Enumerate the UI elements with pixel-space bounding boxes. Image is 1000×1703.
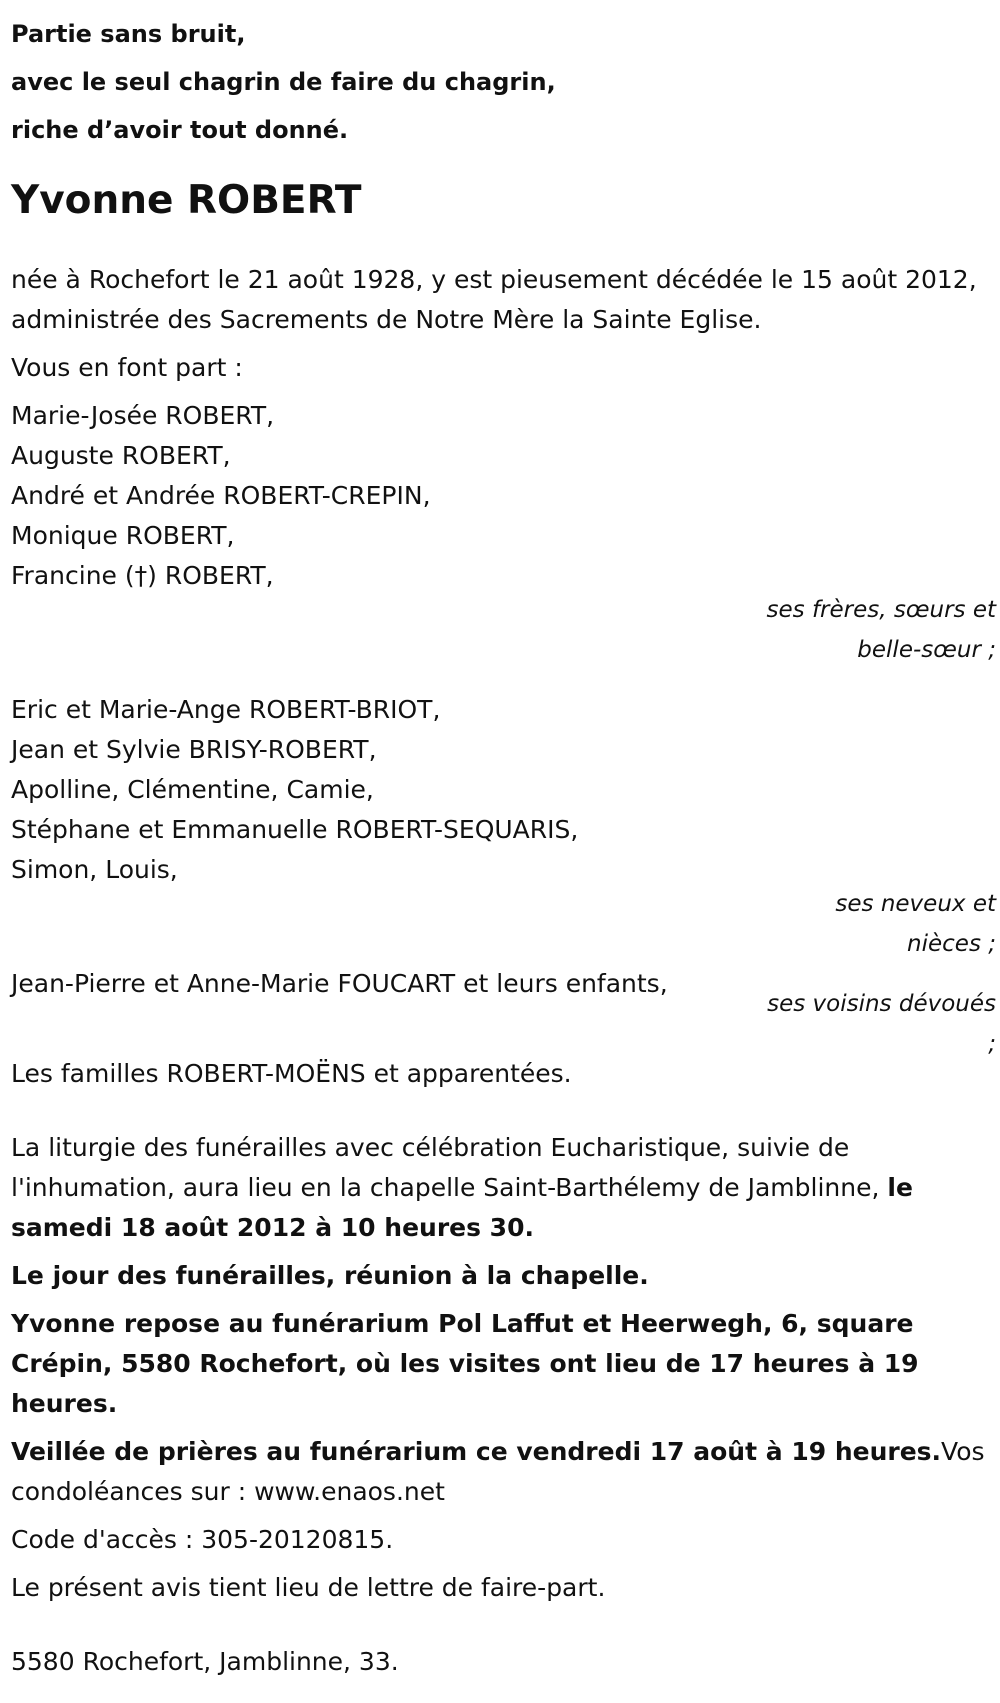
list-item: Monique ROBERT, [11, 521, 235, 550]
liturgy-text: La liturgie des funérailles avec célébration Eucharistique, suivie de l'inhumation, aura lieu en la chapelle Saint-Barthélemy de Jamblinne, [11, 1133, 880, 1202]
nephews-relation [11, 884, 996, 964]
neighbors-relation [736, 984, 996, 1064]
relation-line: ses voisins dévoués [767, 991, 996, 1017]
relation-line: ses frères, sœurs et [766, 597, 996, 623]
vigil-paragraph [11, 1432, 996, 1512]
epigraph-line: riche d’avoir tout donné. [11, 116, 349, 144]
obituary-notice [11, 0, 996, 1682]
list-item: Jean et Sylvie BRISY-ROBERT, [11, 735, 377, 764]
neighbors-name: Jean-Pierre et Anne-Marie FOUCART et leurs enfants, [11, 969, 668, 998]
announce-text: Vous en font part : [11, 353, 243, 382]
relation-line: ses neveux et [835, 891, 996, 917]
list-item: Apolline, Clémentine, Camie, [11, 775, 374, 804]
list-item: Francine (†) ROBERT, [11, 561, 274, 590]
list-item: Auguste ROBERT, [11, 441, 231, 470]
funerarium-text: Yvonne repose au funérarium Pol Laffut et Heerwegh, 6, square Crépin, 5580 Rochefort, où les visites ont lieu de 17 heures à 19 heures. [11, 1309, 919, 1418]
list-item: Simon, Louis, [11, 855, 178, 884]
address-text: 5580 Rochefort, Jamblinne, 33. [11, 1647, 399, 1676]
relation-line: nièces ; [907, 931, 996, 957]
relation-line: belle-sœur ; [857, 637, 996, 663]
list-item: Eric et Marie-Ange ROBERT-BRIOT, [11, 695, 441, 724]
list-item: Marie-Josée ROBERT, [11, 401, 275, 430]
epigraph-line: avec le seul chagrin de faire du chagrin, [11, 68, 556, 96]
liturgy-paragraph [11, 1128, 996, 1248]
siblings-list [11, 396, 996, 596]
condolences-text: Vos condoléances sur : www.enaos.net [11, 1437, 985, 1506]
neighbors-row [11, 964, 996, 1057]
epigraph [11, 10, 996, 154]
list-item: Stéphane et Emmanuelle ROBERT-SEQUARIS, [11, 815, 579, 844]
reunion-text: Le jour des funérailles, réunion à la chapelle. [11, 1261, 649, 1290]
deceased-name: Yvonne ROBERT [11, 178, 362, 223]
list-item: André et Andrée ROBERT-CREPIN, [11, 481, 431, 510]
nephews-list [11, 690, 996, 890]
families-text: Les familles ROBERT-MOËNS et apparentées. [11, 1059, 572, 1088]
liturgy-date: le samedi 18 août 2012 à 10 heures 30. [11, 1173, 913, 1242]
vigil-text: Veillée de prières au funérarium ce vendredi 17 août à 19 heures. [11, 1437, 942, 1466]
notice-text: Le présent avis tient lieu de lettre de faire-part. [11, 1573, 606, 1602]
relation-line: ; [988, 1031, 996, 1057]
intro-text: née à Rochefort le 21 août 1928, y est pieusement décédée le 15 août 2012, administrée des Sacrements de Notre Mère la Sainte Eglise. [11, 265, 977, 334]
siblings-relation [11, 590, 996, 670]
access-code: Code d'accès : 305-20120815. [11, 1525, 394, 1554]
epigraph-line: Partie sans bruit, [11, 20, 246, 48]
